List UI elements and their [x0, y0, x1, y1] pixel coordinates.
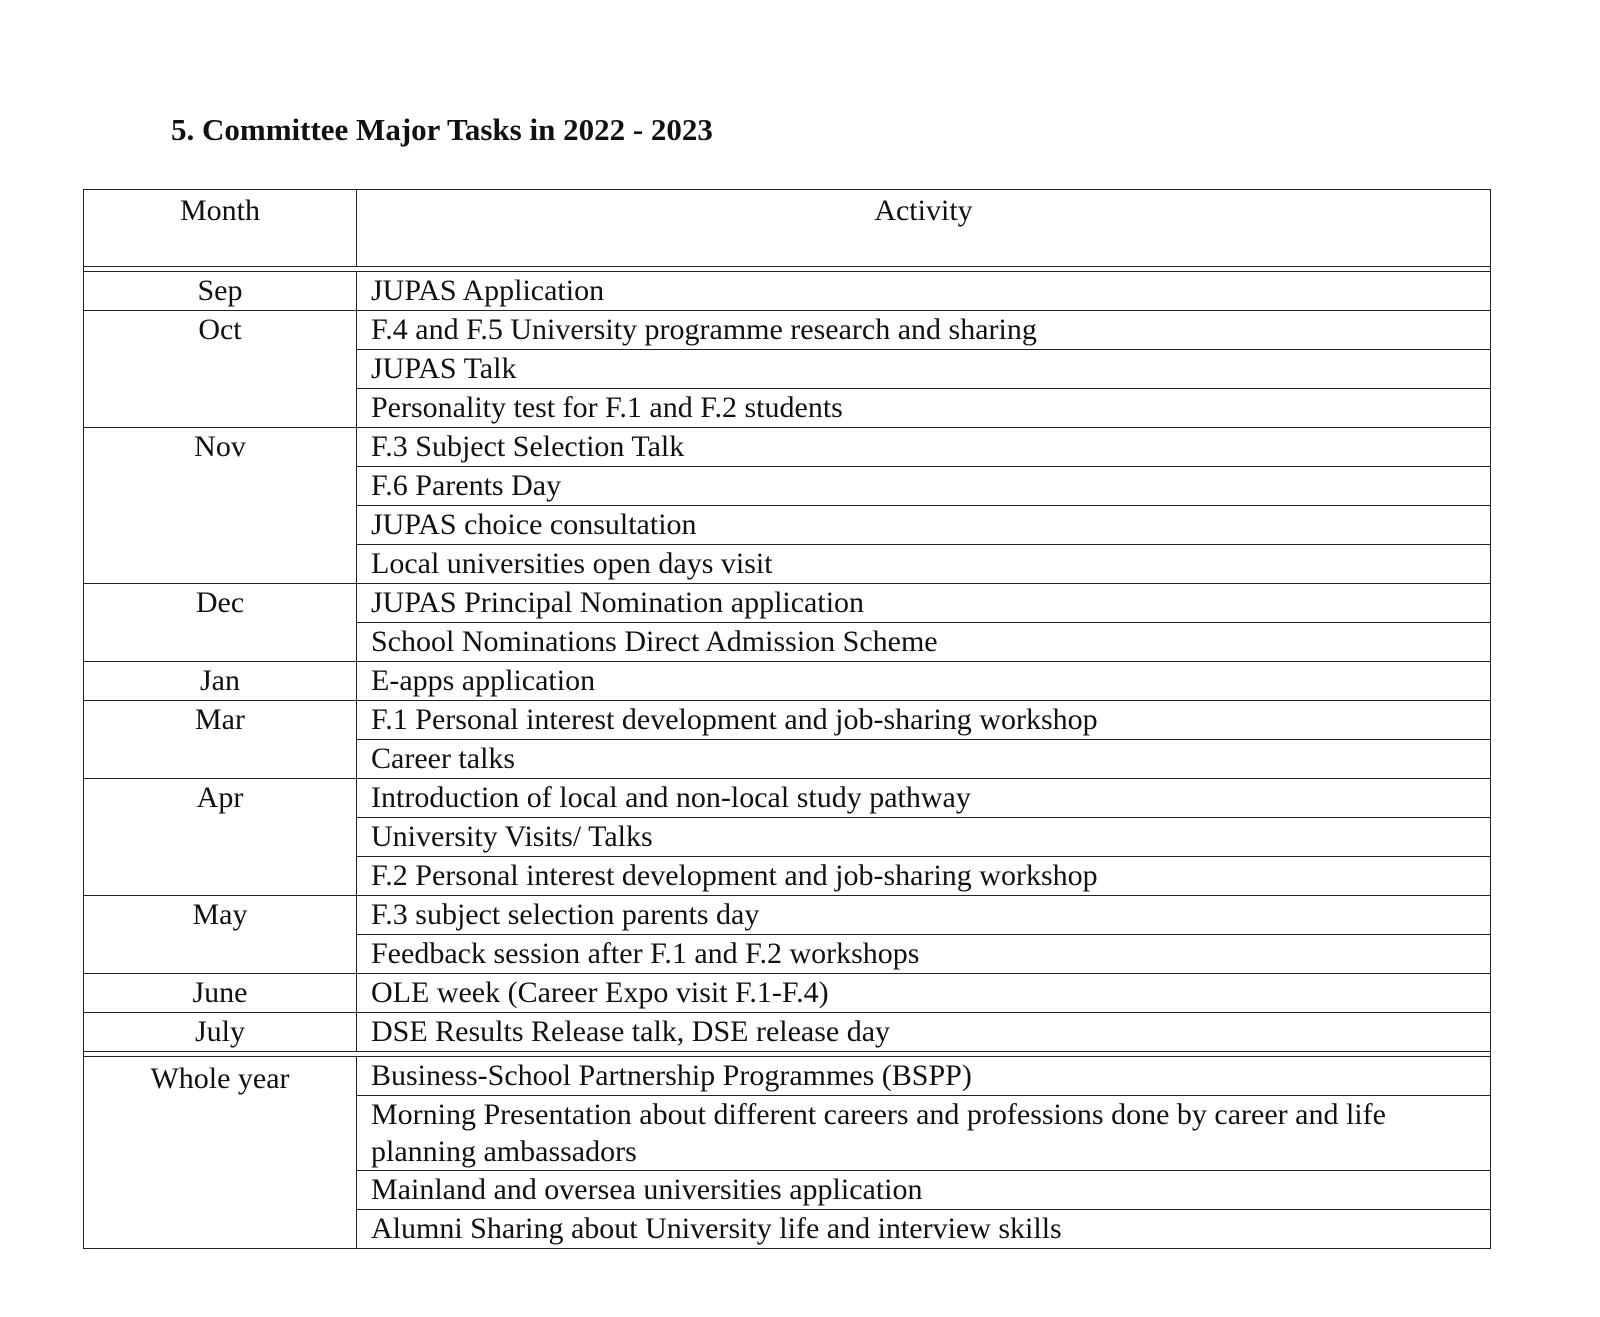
activity-cell: DSE Results Release talk, DSE release day	[371, 1015, 891, 1048]
activity-cell: Alumni Sharing about University life and interview skills	[357, 1209, 1490, 1248]
activity-cell: Personality test for F.1 and F.2 students	[357, 388, 1490, 427]
month-group	[84, 583, 1490, 661]
activity-list	[357, 896, 1490, 973]
month-cell: Oct	[84, 311, 357, 427]
month-group	[84, 661, 1490, 700]
month-cell: Sep	[84, 272, 357, 310]
month-group	[84, 973, 1490, 1012]
month-group	[84, 1012, 1490, 1051]
activity-list	[357, 272, 1490, 310]
activity-cell: F.3 subject selection parents day	[371, 898, 760, 931]
activity-cell: Local universities open days visit	[357, 544, 1490, 583]
activity-cell: JUPAS Application	[371, 274, 605, 307]
month-cell: Nov	[84, 428, 357, 583]
activity-list	[357, 311, 1490, 427]
activity-list	[357, 974, 1490, 1012]
month-cell: July	[84, 1013, 357, 1051]
activity-cell: F.3 Subject Selection Talk	[371, 430, 685, 463]
activity-list	[357, 779, 1490, 895]
page-title: 5. Committee Major Tasks in 2022 - 2023	[171, 112, 713, 147]
activity-list	[357, 1013, 1490, 1051]
activity-list	[357, 662, 1490, 700]
month-cell: Apr	[84, 779, 357, 895]
month-group	[84, 700, 1490, 778]
month-cell: Dec	[84, 584, 357, 661]
month-groups	[84, 272, 1490, 1051]
month-cell: Whole year	[84, 1057, 357, 1248]
month-cell: May	[84, 896, 357, 973]
month-group	[84, 427, 1490, 583]
activity-cell: Business-School Partnership Programmes (BSPP)	[371, 1059, 972, 1092]
activity-cell: Feedback session after F.1 and F.2 workshops	[357, 934, 1490, 973]
activity-cell: F.6 Parents Day	[357, 466, 1490, 505]
activity-list	[357, 701, 1490, 778]
activity-list	[357, 1057, 1490, 1248]
activity-cell: JUPAS Talk	[357, 349, 1490, 388]
activity-cell: JUPAS Principal Nomination application	[371, 586, 865, 619]
activity-cell: F.1 Personal interest development and job-sharing workshop	[371, 703, 1098, 736]
activity-cell: F.4 and F.5 University programme research and sharing	[371, 313, 1037, 346]
activity-cell: OLE week (Career Expo visit F.1-F.4)	[371, 976, 829, 1009]
activity-cell: University Visits/ Talks	[357, 817, 1490, 856]
month-group	[84, 310, 1490, 427]
month-cell: Mar	[84, 701, 357, 778]
activity-cell: Morning Presentation about different careers and professions done by career and life planning ambassadors	[357, 1095, 1490, 1170]
activity-cell: E-apps application	[371, 664, 596, 697]
activity-list	[357, 584, 1490, 661]
activity-cell: Career talks	[357, 739, 1490, 778]
month-cell: June	[84, 974, 357, 1012]
activity-cell: JUPAS choice consultation	[357, 505, 1490, 544]
month-group	[84, 895, 1490, 973]
month-cell: Jan	[84, 662, 357, 700]
activity-list	[357, 428, 1490, 583]
month-group	[84, 778, 1490, 895]
activity-column-header: Activity	[874, 194, 973, 227]
whole-year-group	[84, 1057, 1490, 1248]
month-column-header: Month	[84, 190, 357, 266]
activity-cell: F.2 Personal interest development and job-sharing workshop	[357, 856, 1490, 895]
activity-cell: Introduction of local and non-local study pathway	[371, 781, 971, 814]
tasks-table	[83, 189, 1491, 1249]
table-header-row	[84, 190, 1490, 266]
month-group	[84, 272, 1490, 310]
activity-cell: Mainland and oversea universities application	[357, 1170, 1490, 1209]
activity-cell: School Nominations Direct Admission Scheme	[357, 622, 1490, 661]
